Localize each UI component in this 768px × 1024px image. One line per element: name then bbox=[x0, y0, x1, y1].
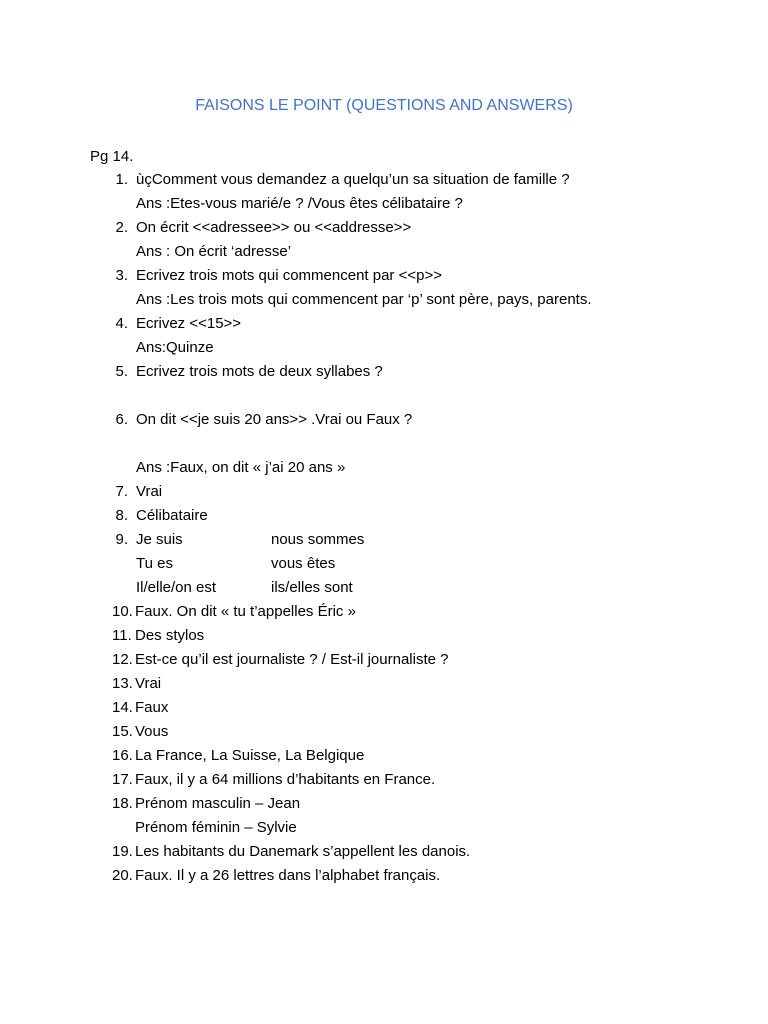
item-question: Célibataire bbox=[136, 507, 208, 524]
item-question: Ecrivez trois mots de deux syllabes ? bbox=[136, 363, 383, 380]
item-answer: Ans:Quinze bbox=[136, 339, 214, 356]
item-question: Prénom masculin – Jean bbox=[135, 795, 301, 812]
document-title: FAISONS LE POINT (QUESTIONS AND ANSWERS) bbox=[195, 97, 573, 114]
item-number: 19. bbox=[112, 843, 133, 860]
list-item bbox=[0, 792, 768, 816]
item-number: 2. bbox=[115, 219, 128, 236]
item-number: 8. bbox=[115, 507, 128, 524]
list-item bbox=[0, 360, 768, 384]
item-answer: Ans : On écrit ‘adresse’ bbox=[136, 243, 292, 260]
item-question: Faux. On dit « tu t’appelles Éric » bbox=[135, 603, 356, 620]
conjugation-singular: Tu es bbox=[136, 555, 173, 572]
item-number: 15. bbox=[112, 723, 133, 740]
list-item-answer bbox=[0, 816, 768, 840]
item-question: Faux, il y a 64 millions d’habitants en France. bbox=[135, 771, 436, 788]
conjugation-row bbox=[0, 552, 768, 576]
item-question: Vous bbox=[135, 723, 169, 740]
blank-line bbox=[0, 384, 768, 408]
item-answer: Prénom féminin – Sylvie bbox=[135, 819, 297, 836]
item-answer: Ans :Les trois mots qui commencent par ‘p’ sont père, pays, parents. bbox=[136, 291, 592, 308]
list-item bbox=[0, 720, 768, 744]
item-question: Vrai bbox=[135, 675, 162, 692]
item-question: Faux bbox=[135, 699, 169, 716]
item-question: Ecrivez trois mots qui commencent par <<p>> bbox=[136, 267, 442, 284]
conjugation-plural: ils/elles sont bbox=[271, 579, 353, 596]
list-item bbox=[0, 840, 768, 864]
list-item-answer bbox=[0, 192, 768, 216]
list-item bbox=[0, 408, 768, 432]
item-number: 10. bbox=[112, 603, 133, 620]
item-number: 13. bbox=[112, 675, 133, 692]
item-number: 9. bbox=[115, 531, 128, 548]
list-item-answer bbox=[0, 240, 768, 264]
list-item bbox=[0, 744, 768, 768]
item-number: 11. bbox=[112, 627, 132, 644]
list-item-answer bbox=[0, 336, 768, 360]
item-answer: Ans :Etes-vous marié/e ? /Vous êtes célibataire ? bbox=[136, 195, 463, 212]
item-number: 4. bbox=[115, 315, 128, 332]
item-number: 14. bbox=[112, 699, 133, 716]
item-question: Ecrivez <<15>> bbox=[136, 315, 242, 332]
item-number: 16. bbox=[112, 747, 133, 764]
item-question: Des stylos bbox=[135, 627, 205, 644]
item-number: 17. bbox=[112, 771, 133, 788]
conjugation-plural: vous êtes bbox=[271, 555, 336, 572]
list-item bbox=[0, 648, 768, 672]
page-reference: Pg 14. bbox=[90, 148, 134, 165]
list-item bbox=[0, 216, 768, 240]
list-item bbox=[0, 480, 768, 504]
item-question: Les habitants du Danemark s’appellent les danois. bbox=[135, 843, 471, 860]
item-question: On écrit <<adressee>> ou <<addresse>> bbox=[136, 219, 412, 236]
list-item bbox=[0, 624, 768, 648]
list-item bbox=[0, 528, 768, 552]
item-number: 18. bbox=[112, 795, 133, 812]
list-item bbox=[0, 504, 768, 528]
item-question: Vrai bbox=[136, 483, 163, 500]
item-question: Faux. Il y a 26 lettres dans l’alphabet français. bbox=[135, 867, 441, 884]
item-question: On dit <<je suis 20 ans>> .Vrai ou Faux ? bbox=[136, 411, 413, 428]
list-item bbox=[0, 672, 768, 696]
list-item bbox=[0, 168, 768, 192]
item-question: ùçComment vous demandez a quelqu’un sa situation de famille ? bbox=[136, 171, 570, 188]
list-item bbox=[0, 264, 768, 288]
list-item bbox=[0, 600, 768, 624]
qa-list bbox=[0, 168, 768, 888]
list-item bbox=[0, 312, 768, 336]
list-item bbox=[0, 768, 768, 792]
conjugation-row bbox=[0, 576, 768, 600]
item-number: 20. bbox=[112, 867, 133, 884]
item-question: La France, La Suisse, La Belgique bbox=[135, 747, 365, 764]
item-number: 3. bbox=[115, 267, 128, 284]
list-item-answer bbox=[0, 288, 768, 312]
item-number: 7. bbox=[115, 483, 128, 500]
list-item bbox=[0, 696, 768, 720]
list-item-answer bbox=[0, 456, 768, 480]
conjugation-plural: nous sommes bbox=[271, 531, 365, 548]
item-number: 5. bbox=[115, 363, 128, 380]
item-answer: Ans :Faux, on dit « j’ai 20 ans » bbox=[136, 459, 346, 476]
blank-line bbox=[0, 432, 768, 456]
item-number: 12. bbox=[112, 651, 133, 668]
item-number: 6. bbox=[115, 411, 128, 428]
conjugation-singular: Il/elle/on est bbox=[136, 579, 217, 596]
conjugation-singular: Je suis bbox=[136, 531, 183, 548]
item-question: Est-ce qu’il est journaliste ? / Est-il journaliste ? bbox=[135, 651, 449, 668]
list-item bbox=[0, 864, 768, 888]
item-number: 1. bbox=[115, 171, 128, 188]
